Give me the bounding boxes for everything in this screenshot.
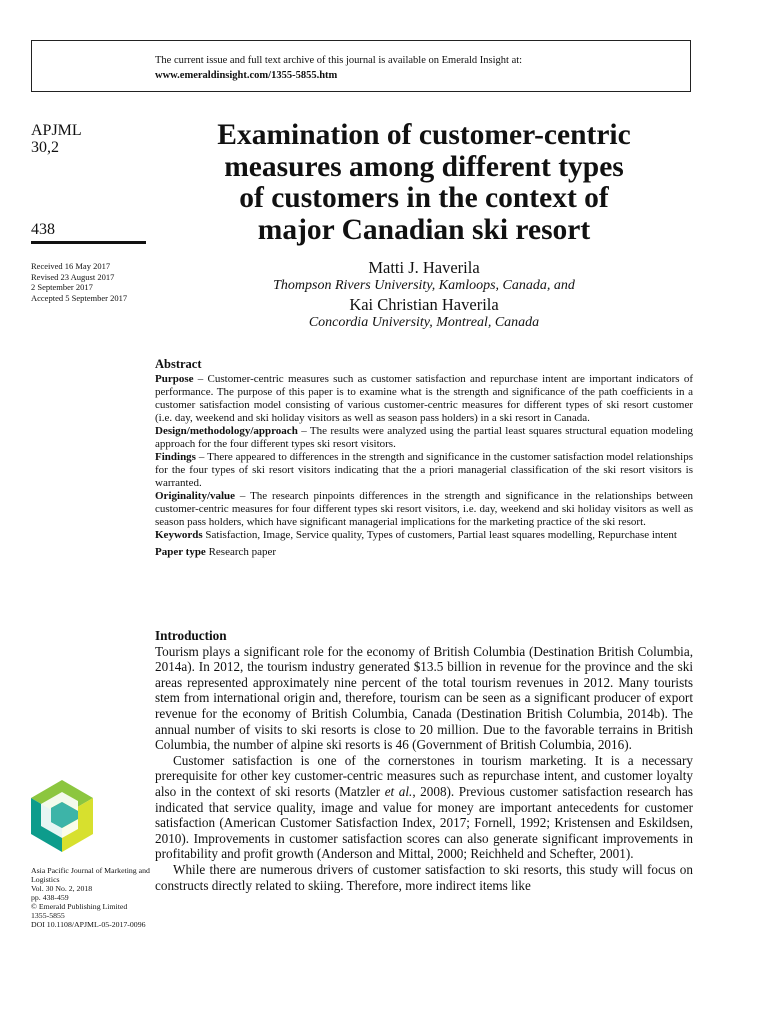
keywords-text: Satisfaction, Image, Service quality, Types of customers, Partial least squares modelling, Repurchase intent [202, 529, 677, 541]
paper-title [155, 120, 693, 246]
journal-name: APJML [31, 122, 82, 139]
title-line: measures among different types [224, 150, 624, 183]
title-line: Examination of customer-centric [217, 119, 631, 151]
papertype-text: Research paper [205, 546, 277, 558]
findings-text: – There appeared to differences in the strength and significance in the customer satisfaction model relationships for the four types of ski resort visitors indicating that the a priori managerial classification of the ski resort visitors is warranted. [155, 451, 693, 489]
volume-issue: 30,2 [31, 139, 59, 156]
author-name: Matti J. Haverila [368, 258, 480, 277]
originality-label: Originality/value [155, 490, 236, 502]
citation-pages: pp. 438-459 [31, 893, 69, 902]
citation-journal: Asia Pacific Journal of Marketing and Logistics [31, 866, 150, 884]
keywords-label: Keywords [155, 529, 203, 541]
design-text: – The results were analyzed using the partial least squares structural equation modeling approach for the four different types ski resort visitors. [155, 425, 693, 450]
introduction-heading: Introduction [155, 628, 227, 643]
citation-doi[interactable]: DOI 10.1108/APJML-05-2017-0096 [31, 920, 146, 929]
abstract-purpose [155, 373, 693, 425]
etal-text: et al. [384, 783, 413, 799]
author-block [155, 258, 693, 332]
abstract [155, 355, 693, 559]
purpose-label: Purpose [155, 373, 194, 385]
date-received: Received 16 May 2017 [31, 261, 111, 271]
emerald-publishing-logo-icon [31, 780, 93, 852]
date-revised-2: 2 September 2017 [31, 282, 93, 292]
findings-label: Findings [155, 451, 196, 463]
author-affiliation: Thompson Rivers University, Kamloops, Canada, and [273, 278, 575, 293]
intro-paragraph: While there are numerous drivers of customer satisfaction to ski resorts, this study will focus on constructs directly related to skiing. Therefore, more indirect items like [155, 861, 693, 893]
citation-block [31, 866, 153, 929]
abstract-originality [155, 490, 693, 529]
purpose-text: – Customer-centric measures such as customer satisfaction and repurchase intent are important indicators of performance. The purpose of this paper is to examine what is the strength and significance of the path coefficients in a customer satisfaction model consisting of various customer-centric measures for different types of ski resort customer (i.e. day, weekend and ski holiday visitors as well as season pass holders) in a ski resort in Canada. [155, 373, 693, 424]
abstract-heading: Abstract [155, 357, 202, 371]
abstract-paper-type [155, 546, 693, 559]
abstract-keywords [155, 529, 693, 542]
date-accepted: Accepted 5 September 2017 [31, 292, 128, 303]
divider-rule [31, 241, 146, 244]
history-dates [31, 261, 127, 303]
access-banner [31, 40, 691, 92]
title-line: of customers in the context of [239, 182, 609, 214]
originality-text: – The research pinpoints differences in the strength and significance in the relationships between customer-centric measures for four different types ski resort visitors, i.e. day, weekend and ski holiday visitors as well as season pass holders, which have significant managerial implications for the marketing practice of the ski resort. [155, 490, 693, 528]
citation-issn: 1355-5855 [31, 911, 65, 920]
introduction-section [155, 628, 693, 893]
citation-volume: Vol. 30 No. 2, 2018 [31, 884, 93, 893]
title-line: major Canadian ski resort [257, 213, 591, 246]
author-name: Kai Christian Haverila [349, 295, 499, 314]
design-label: Design/methodology/approach [155, 425, 298, 437]
author-affiliation: Concordia University, Montreal, Canada [308, 315, 540, 330]
page-number: 438 [31, 221, 55, 238]
date-revised: Revised 23 August 2017 [31, 271, 115, 282]
abstract-findings [155, 451, 693, 490]
journal-abbrev [31, 122, 82, 156]
papertype-label: Paper type [155, 546, 206, 558]
journal-url-link[interactable]: www.emeraldinsight.com/1355-5855.htm [155, 70, 338, 81]
intro-text: Customer satisfaction is one of the cornerstones in tourism marketing. It is a necessary prerequisite for other key customer-centric measures such as repurchase intent, and customer loyalty also in the context of ski resorts (Matzler [155, 752, 693, 799]
intro-paragraph: Tourism plays a significant role for the economy of British Columbia (Destination British Columbia, 2014a). In 2012, the tourism industry generated $13.5 billion in revenue for the province and the ski areas represented approximately nine percent of the total tourism revenues in 2012. Many tourists stem from international origin and, therefore, tourism can be seen as a significant producer of export revenue for the economy of British Columbia, Canada (Destination British Columbia, 2014b). The annual number of visits to ski resorts is close to 20 million. Due to the favorable terrains in British Columbia, the number of alpine ski resorts is 46 (Government of British Columbia, 2016). [155, 643, 693, 753]
abstract-design [155, 425, 693, 451]
intro-text: , 2008). Previous customer satisfaction research has indicated that service quality, image and value for money are important antecedents for customer satisfaction (American Customer Satisfaction Index, 2017; Fornell, 1992; Kristensen and Eskildsen, 2010). Improvements in customer satisfaction scores can also generate significant improvements in profitability and profit growth (Anderson and Mittal, 2000; Reichheld and Schefter, 2001). [155, 783, 693, 862]
intro-paragraph [155, 753, 693, 862]
banner-text: The current issue and full text archive of this journal is available on Emerald Insight at: [155, 55, 523, 66]
citation-copyright: © Emerald Publishing Limited [31, 902, 128, 911]
